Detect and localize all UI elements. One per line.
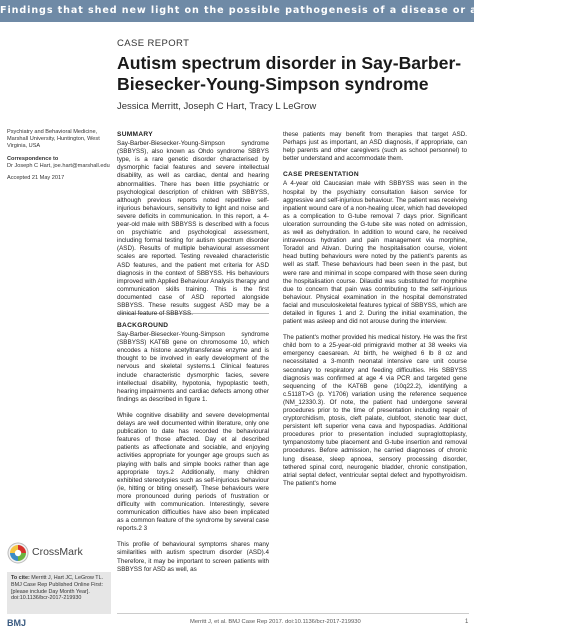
summary-heading: SUMMARY xyxy=(117,131,153,138)
citation-label: To cite: xyxy=(11,575,30,581)
summary-section xyxy=(117,131,269,318)
right-text-column xyxy=(283,131,467,496)
background-paragraph-3: This profile of behavioural symptoms shares many similarities with autism spectrum disorder (ASD).4 Therefore, it may be important to screen patients with SBBYSS for ASD as well, as xyxy=(117,541,269,573)
background-heading: BACKGROUND xyxy=(117,322,169,329)
article-sidebar xyxy=(7,129,111,187)
author-list: Jessica Merritt, Joseph C Hart, Tracy L LeGrow xyxy=(117,101,317,112)
crossmark-icon xyxy=(7,542,29,564)
background-paragraph-1: Say-Barber-Biesecker-Young-Simpson syndrome (SBBYSS) KAT6B gene on chromosome 10, which encodes a histone acetyltransferase enzyme and is thought to be involved in early development of the nervous and skeletal systems.1 Clinical features include characteristic dysmorphic facies, severe intellectual disability, hypotonia, hypoplastic teeth, hearing impairments and cardiac defects among other findings as described in figure 1. xyxy=(117,331,269,403)
correspondence-heading: Correspondence to xyxy=(7,155,59,162)
article-type-label: CASE REPORT xyxy=(117,38,190,49)
background-paragraph-2: While cognitive disability and severe developmental delays are well documented within literature, only one publication to date has recorded the behavioural features of those affected. Day et al described patients as affectionate and sociable, and enjoying activities appropriate for younger age groups such as playing with balls and simple books rather than age appropriate toys.2 Additionally, many children exhibited stereotypies such as self-injurious behaviour (ie, hitting or biting oneself). These behaviours were more pronounced during periods of frustration or difficulty with communication. Interestingly, severe communication difficulties have also been implicated as a common feature of the syndrome by several case reports.2 3 xyxy=(117,411,269,533)
article-title: Autism spectrum disorder in Say-Barber-Biesecker-Young-Simpson syndrome xyxy=(117,53,462,94)
category-banner: Findings that shed new light on the possible pathogenesis of a disease or an adverse effect xyxy=(0,0,474,22)
citation-box xyxy=(7,572,111,614)
correspondence-contact[interactable]: Dr Joseph C Hart, joe.hart@marshall.edu xyxy=(7,162,110,169)
bmj-logo: BMJ xyxy=(7,618,27,628)
crossmark-badge[interactable] xyxy=(7,542,111,564)
case-presentation-paragraph-1: A 4-year old Caucasian male with SBBYSS was seen in the hospital by the psychiatry consultation liaison service for aggressive and self-injurious behaviour. The patient was receiving inpatient wound care of a non-healing ulcer, which had developed as a complication to G-tube removal 7 days prior. Significant ulceration surrounding the G-tube site was noted on admission, as well as dehydration. In addition to wound care, he received intravenous hydration and pain management via morphine, Toradol and Ativan. During the hospitalisation course, violent head butting behaviours were noted by the patient's parents as well as staff. These behaviours had been seen in the past, but were rare and minimal in scope compared with those seen during the hospitalisation course. Dilaudid was substituted for morphine due to concern that pain was contributing to the self-injurious behaviour. Physical examination in the hospital demonstrated facial and musculoskeletal features typical of SBBYSS, which are detailed in figures 1 and 2. During the initial examination, the patient was asleep and did not arouse during the interview. xyxy=(283,180,467,326)
citation-text: Merritt J, Hart JC, LeGrow TL. BMJ Case Rep Published Online First: [please include Day Month Year]. doi:10.1136/bcr-2017-219930 xyxy=(11,575,104,602)
footer-divider xyxy=(117,613,469,614)
summary-text: Say-Barber-Biesecker-Young-Simpson syndrome (SBBYSS), also known as Ohdo syndrome SBBYS type, is a rare genetic disorder characterised by dysmorphic facial features and severe intellectual disability, as well as cardiac, dental and hearing abnormalities. There has been little psychiatric or psychological description of children with SBBYSS, although previous reports noted repetitive self-injurious behaviours, sensitivity to light and noise and severe deficits in communication. In this report, a 4-year-old male with SBBYSS is described with a focus on psychiatric and psychological assessment, including formal testing for autism spectrum disorder (ASD). Results of multiple behavioural assessment scales are reported. Testing revealed characteristic ASD features, and the patient met criteria for ASD diagnosis in the context of SBBYSS. His behaviours improved with Applied Behaviour Analysis therapy and communication skills training. This is the first documented case of ASD reported alongside SBBYSS. These results suggest ASD may be a clinical feature of SBBYSS. xyxy=(117,140,269,318)
left-text-column xyxy=(117,131,269,582)
page-number: 1 xyxy=(465,619,469,625)
crossmark-label: CrossMark xyxy=(32,546,83,558)
affiliation: Psychiatry and Behavioral Medicine, Marshall University, Huntington, West Virginia, USA xyxy=(7,129,100,150)
accepted-date: Accepted 21 May 2017 xyxy=(7,175,65,182)
background-continuation: these patients may benefit from therapies that target ASD. Perhaps just as important, an ASD diagnosis, if appropriate, can help parents and other caregivers (such as school personnel) to better understand and accommodate them. xyxy=(283,131,467,163)
case-presentation-heading: CASE PRESENTATION xyxy=(283,171,359,179)
case-presentation-paragraph-2: The patient's mother provided his medical history. He was the first child born to a 25-year-old primigravid mother at 38 weeks via emergency caesarean. At birth, he weighed 6 lb 8 oz and necessitated a 3-month neonatal intensive care unit course secondary to respiratory and feeding difficulties. His SBBYSS diagnosis was confirmed at age 4 via PCR and targeted gene sequencing of the KAT6B gene (10q22.2), identifying a c.5118T>G (p. Y1706) variation using the reference sequence (NM_12330.3). Of note, the patient had undergone several procedures prior to the time of presentation including repair of cryptorchidism, ptosis, cleft palate, clubfoot, stenotic tear duct, persistent left superior vena cava and hypospadias. Additional procedures prior to presentation included supraglottoplasty, tympanostomy tube placement and G-tube insertion and removal procedures. Before admission, he carried diagnoses of chronic lung disease, sleep apnoea, sensory processing disorder, tethered spinal cord, neurogenic bladder, chronic constipation, atrial septal defect, ventricular septal defect and hypothyroidism. The patient's home xyxy=(283,334,467,487)
footer-citation: Merritt J, et al. BMJ Case Rep 2017. doi:10.1136/bcr-2017-219930 xyxy=(190,619,361,625)
